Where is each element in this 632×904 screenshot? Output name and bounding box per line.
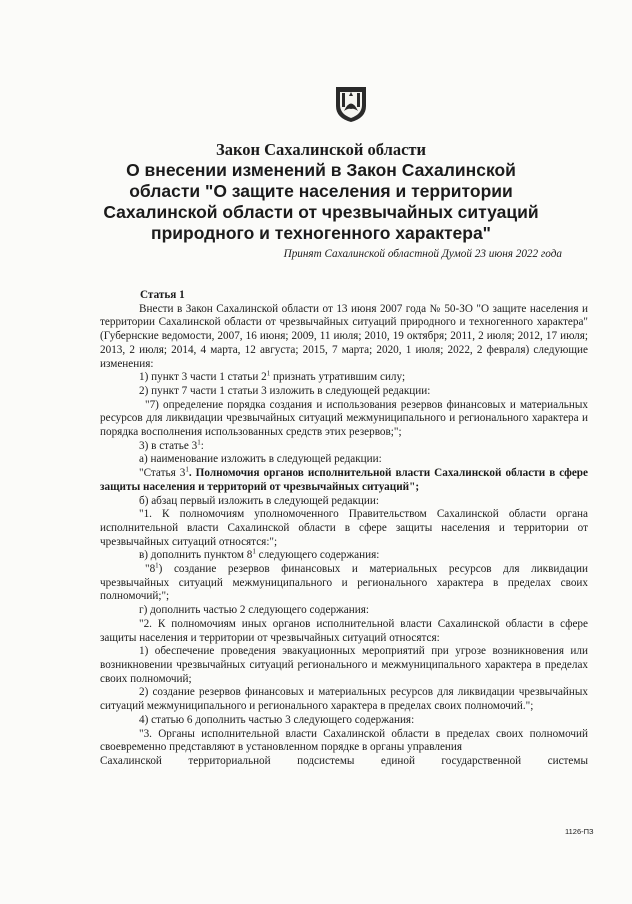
item-2: 2) пункт 7 части 1 статьи 3 изложить в следующей редакции: bbox=[139, 384, 431, 397]
quote-part-3: "3. Органы исполнительной власти Сахалинской области в пределах своих полномочий своевременно представляют в установленном порядке в органы управления bbox=[100, 727, 588, 754]
article-body bbox=[100, 289, 588, 769]
item-v: в) дополнить пунктом $8^1$ следующего содержания: bbox=[139, 547, 380, 562]
law-title: Закон Сахалинской области bbox=[215, 140, 427, 159]
quote-point-7: "7) определение порядка создания и использования резервов финансовых и материальных ресурсов для ликвидации чрезвычайных ситуаций межмуниципального и регионального характера и порядка восполнения использованных средств этих резервов;"; bbox=[100, 398, 588, 439]
article-3-1-title: "Статья $3^1$. Полномочия органов исполнительной власти Сахалинской области в сфере защиты населения и территорий от чрезвычайных ситуаций"; bbox=[100, 465, 588, 493]
quote-point-8-1: "$8^1$) создание резервов финансовых и материальных ресурсов для ликвидации чрезвычайных ситуаций межмуниципального и регионального характера в пределах своих полномочий;"; bbox=[100, 561, 588, 603]
adoption-note: Принят Сахалинской областной Думой 23 июня 2022 года bbox=[283, 248, 562, 260]
item-1: 1) пункт 3 части 1 статьи $2^1$ признать утратившим силу; bbox=[139, 369, 406, 384]
quote-part-3-continued: Сахалинской территориальной подсистемы единой государственной системы bbox=[100, 754, 588, 767]
quote-part-2-point-2: 2) создание резервов финансовых и материальных ресурсов для ликвидации чрезвычайных ситуаций межмуниципального и регионального характера в пределах своих полномочий."; bbox=[100, 686, 588, 713]
item-g: г) дополнить частью 2 следующего содержания: bbox=[139, 604, 369, 617]
coat-of-arms-icon bbox=[333, 84, 369, 124]
item-4: 4) статью 6 дополнить частью 3 следующего содержания: bbox=[139, 713, 415, 726]
quote-part-1: "1. К полномочиям уполномоченного Правительством Сахалинской области органа исполнительной власти Сахалинской области в сфере защиты населения и территории от чрезвычайных ситуаций относятся:"; bbox=[100, 508, 588, 548]
item-b: б) абзац первый изложить в следующей редакции: bbox=[139, 494, 380, 507]
law-subtitle: О внесении изменений в Закон Сахалинской области "О защите населения и территории Сахалинской области от чрезвычайных ситуаций природного и техногенного характера" bbox=[103, 160, 539, 243]
item-3: 3) в статье $3^1$: bbox=[139, 438, 204, 452]
paragraph-intro: Внести в Закон Сахалинской области от 13 июня 2007 года № 50-ЗО "О защите населения и территории Сахалинской области от чрезвычайных ситуаций природного и техногенного характера" (Губернские ведомости, 2007, 16 июня; 2009, 11 июля; 2010, 19 октября; 2011, 2 июля; 2012, 17 июля; 2013, 2 июля; 2014, 4 марта, 12 августа; 2015, 7 марта; 2020, 1 июля; 2022, 2 февраля) следующие изменения: bbox=[100, 302, 588, 370]
quote-part-2: "2. К полномочиям иных органов исполнительной власти Сахалинской области в сфере защиты населения и территории от чрезвычайных ситуаций относятся: bbox=[100, 617, 588, 644]
quote-part-2-point-1: 1) обеспечение проведения эвакуационных мероприятий при угрозе возникновения или возникновении чрезвычайных ситуаций регионального и межмуниципального характера в пределах своих полномочий; bbox=[100, 645, 588, 685]
article-heading: Статья 1 bbox=[140, 289, 185, 301]
item-a: а) наименование изложить в следующей редакции: bbox=[139, 453, 382, 466]
document-code: 1126-ПЗ bbox=[565, 827, 594, 836]
